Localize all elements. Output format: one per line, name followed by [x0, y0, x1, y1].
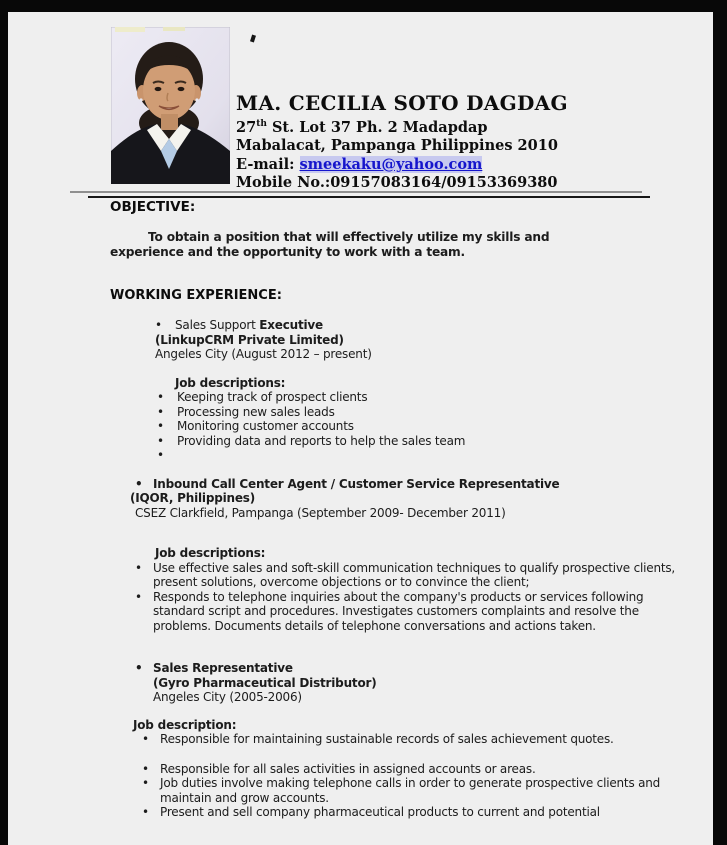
email-label: E-mail: [236, 155, 300, 173]
job-title-row [110, 477, 678, 492]
bullet-marker: • [157, 448, 164, 462]
bullet-marker: • [135, 661, 143, 675]
job-bullet-list [110, 390, 678, 463]
job-location: CSEZ Clarkfield, Pampanga (September 2009- December 2011) [135, 505, 506, 520]
job-bullet-item: • Job duties involve making telephone calls in order to generate prospective clients and maintain and grow accounts. [142, 776, 661, 805]
applicant-name: MA. CECILIA SOTO DAGDAG [236, 91, 568, 115]
scan-artifact [250, 35, 256, 43]
job-bullet-item: • Keeping track of prospect clients [157, 390, 368, 404]
header-rule-gray [70, 191, 642, 193]
bullet-marker: • [155, 318, 162, 332]
job-title: Sales Representative [153, 661, 293, 675]
address-line-1: 27th St. Lot 37 Ph. 2 Madapdap [236, 118, 488, 136]
job-entry-sales-representative [110, 661, 678, 820]
job-entry-sales-support [110, 318, 678, 463]
mobile-line: Mobile No.:09157083164/09153369380 [236, 174, 558, 192]
job-bullet-item: • Providing data and reports to help the sales team [157, 433, 466, 448]
bullet-marker: • [142, 776, 149, 790]
bullet-marker: • [157, 433, 164, 448]
job-title: Sales Support Executive [175, 318, 323, 332]
job-location: Angeles City (2005-2006) [153, 690, 302, 704]
resume-body [8, 200, 713, 820]
job-bullet-item [110, 448, 678, 463]
working-experience-heading: WORKING EXPERIENCE: [110, 287, 282, 303]
header-divider [8, 191, 713, 198]
job-title-row [110, 661, 678, 676]
bullet-marker: • [142, 805, 149, 819]
objective-text: To obtain a position that will effectively utilize my skills and experience and the opportunity to work with a team. [110, 229, 550, 259]
job-bullet-item: • Present and sell company pharmaceutical products to current and potential [142, 805, 600, 819]
job-company: (LinkupCRM Private Limited) [155, 332, 344, 347]
job-bullet-item: • Use effective sales and soft-skill communication techniques to qualify prospective clients, present solutions, overcome objections or to convince the client; [135, 560, 676, 589]
job-title-row [110, 318, 678, 333]
bullet-marker: • [142, 732, 149, 746]
job-bullet-item: • Responsible for maintaining sustainable records of sales achievement quotes. [142, 732, 614, 746]
job-descriptions-heading: Job descriptions: [155, 546, 266, 560]
job-bullet-item: • Responsible for all sales activities in assigned accounts or areas. [142, 761, 536, 776]
header-rule-black [88, 196, 650, 198]
job-description-heading: Job description: [133, 717, 237, 732]
address-line-2: Mabalacat, Pampanga Philippines 2010 [236, 137, 558, 155]
applicant-photo [111, 27, 230, 184]
bullet-marker: • [157, 419, 164, 433]
bullet-marker: • [135, 589, 142, 604]
email-link[interactable]: smeekaku@yahoo.com [299, 155, 483, 173]
bullet-marker: • [157, 390, 164, 404]
bullet-marker: • [157, 404, 164, 419]
job-location: Angeles City (August 2012 – present) [155, 347, 372, 361]
job-bullet-item: • Responds to telephone inquiries about the company's products or services following standard script and procedures. Investigates customers complaints and resolve the problems. Documents details of telephone conversations and actions taken. [135, 589, 644, 633]
bullet-marker: • [135, 560, 142, 575]
job-bullet-item: • Monitoring customer accounts [157, 419, 354, 433]
resume-page [8, 12, 713, 845]
email-line [236, 156, 568, 175]
job-bullet-list [110, 732, 678, 820]
job-company: (IQOR, Philippines) [130, 491, 256, 505]
bullet-marker: • [142, 761, 149, 776]
objective-heading: OBJECTIVE: [110, 199, 196, 215]
job-title: Inbound Call Center Agent / Customer Service Representative [153, 476, 560, 491]
job-bullet-list [110, 561, 678, 634]
job-descriptions-heading: Job descriptions: [175, 375, 286, 390]
job-bullet-item: • Processing new sales leads [157, 404, 335, 419]
job-company: (Gyro Pharmaceutical Distributor) [153, 675, 377, 690]
bullet-marker: • [135, 476, 143, 491]
job-entry-call-center [110, 477, 678, 634]
contact-header [236, 92, 568, 193]
